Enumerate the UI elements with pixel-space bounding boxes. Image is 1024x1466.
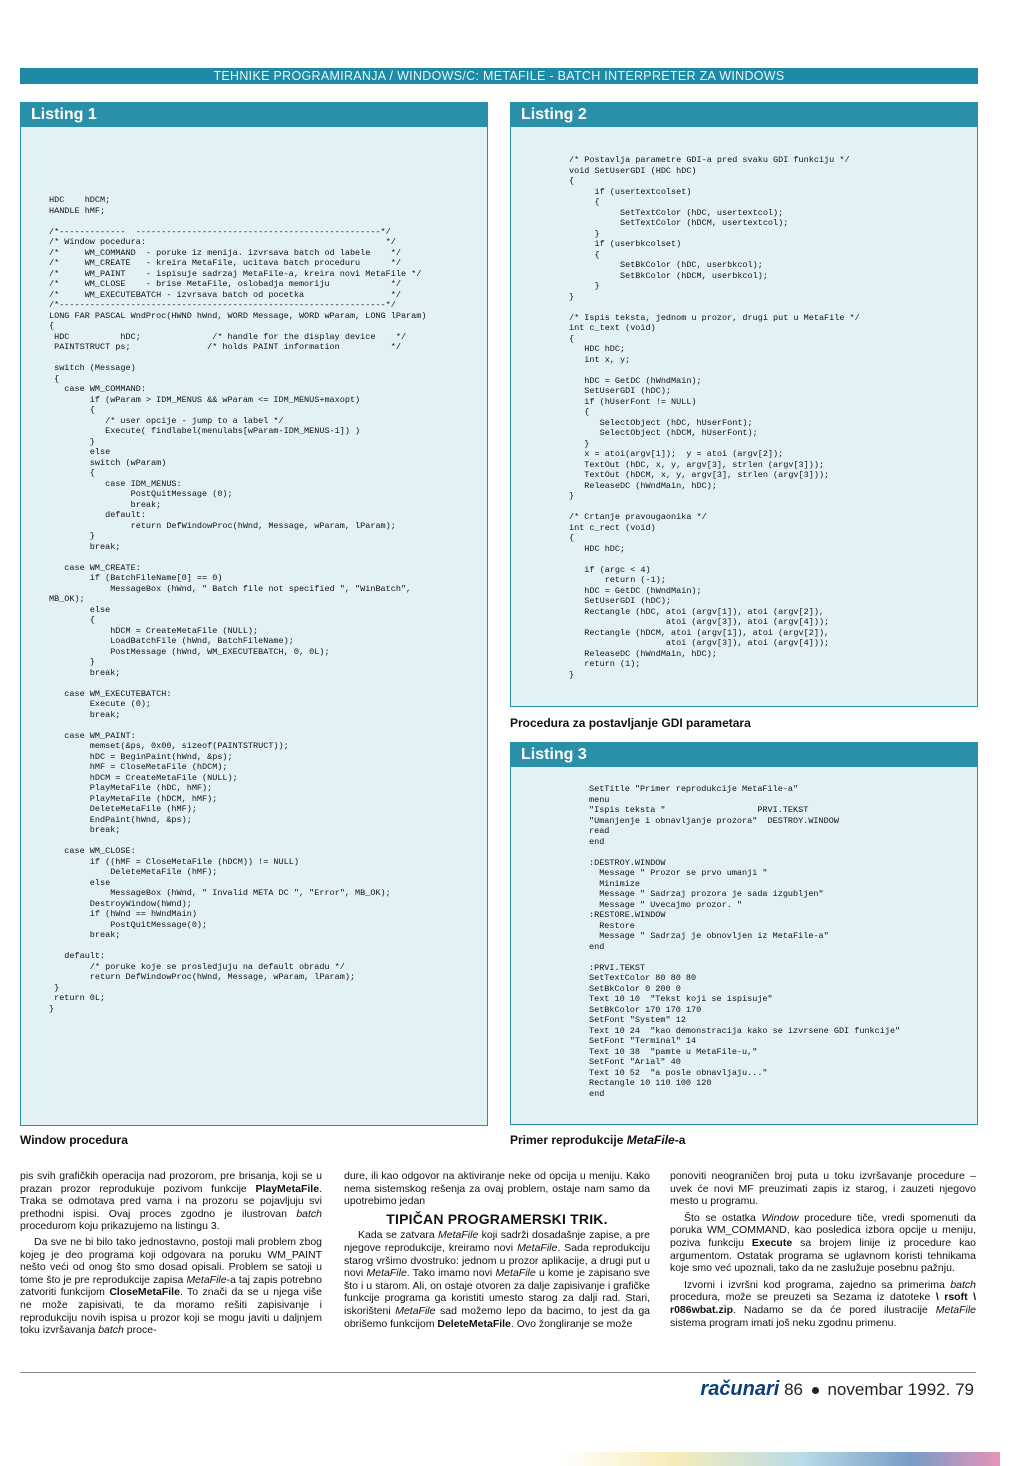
listing-2-code: /* Postavlja parametre GDI-a pred svaku GDI funkciju */ void SetUserGDI (HDC hDC) { if (usertextcolset) { SetTextColor (hDC, usertextcol); SetTextColor (hDCM, usertextcol); } if (userbkcolset) { SetBkColor (hDC, userbkcol); SetBkColor (hDCM, userbkcol); } } /* Ispis teksta, jednom u prozor, drugi put u MetaFile */ int c_text (void) { HDC hDC; int x, y; hDC = GetDC (hWndMain); SetUserGDI (hDC); if (hUserFont != NULL) { SelectObject (hDC, hUserFont); SelectObject (hDCM, hUserFont); } x = atoi(argv[1]); y = atoi (argv[2]); TextOut (hDC, x, y, argv[3], strlen (argv[3])); TextOut (hDCM, x, y, argv[3], strlen (argv[3])); ReleaseDC (hWndMain, hDC); } /* Crtanje pravougaonika */ int c_rect (void) { HDC hDC; if (argc < 4) return (-1); hDC = GetDC (hWndMain); SetUserGDI (hDC); Rectangle (hDC, atoi (argv[1]), atoi (argv[2]), atoi (argv[3]), atoi (argv[4])); Rectangle (hDCM, atoi (argv[1]), atoi (argv[2]), atoi (argv[3]), atoi (argv[4])); ReleaseDC (hWndMain, hDC); return (1); } (569, 155, 860, 680)
listing-3-box (510, 742, 978, 1125)
col2-heading: TIPIČAN PROGRAMERSKI TRIK. (386, 1210, 608, 1227)
listing-1-title: Listing 1 (21, 103, 487, 127)
issue-date: novembar 1992. (827, 1380, 951, 1399)
col1-paragraph-2: Da sve ne bi bilo tako jednostavno, postoji mali problem zbog kojeg je deo programa koji odgovara na poruku WM_PAINT nešto veći od onog što smo dosad opisali. Problem se satoji u tome što je pre reprodukcije zapisa MetaFile-a taj zapis potrebno zatvoriti funkcijom CloseMetaFile. To znači da se u njega više ne može zapisivati, te da moramo rešiti zapisivanje i reprodukciju novih ispisa u prozor koji se mogu javiti u daljnjem toku izvršavanja batch proce- (20, 1235, 322, 1337)
listing-3-code: SetTitle "Primer reprodukcije MetaFile-a" menu "Ispis teksta " PRVI.TEKST "Umanjenje i obnavljanje prozora" DESTROY.WINDOW read end :DESTROY.WINDOW Message " Prozor se prvo umanji " Minimize Message " Sadrzaj prozora je sada izgubljen" Message " Uvecajmo prozor. " :RESTORE.WINDOW Restore Message " Sadrzaj je obnovljen iz MetaFile-a" end :PRVI.TEKST SetTextColor 80 80 80 SetBkColor 0 200 0 Text 10 10 "Tekst koji se ispisuje" SetBkColor 170 170 170 SetFont "System" 12 Text 10 24 "kao demonstracija kako se izvrsene GDI funkcije" SetFont "Terminal" 14 Text 10 38 "pamte u MetaFile-u," SetFont "Arial" 40 Text 10 52 "a posle obnavljaju..." Rectangle 10 110 100 120 end (589, 784, 901, 1099)
footer-rule (20, 1372, 976, 1373)
col3-paragraph-1: ponoviti neograničen broj puta u toku izvršavanje procedure – uvek će novi MF preuzimati zapis iz starog, i zauzeti njegovo mesto u programu. (670, 1170, 976, 1208)
col3-paragraph-3: Izvorni i izvršni kod programa, zajedno sa primerima batch procedura, može se preuzeti sa Sezama iz datoteke \ rsoft \ r086wbat.zip. Nadamo se da će pored ilustracije MetaFile sistema program imati još neku zgodnu primenu. (670, 1278, 976, 1329)
issue-number: 86 (784, 1380, 803, 1399)
listing-3-caption-pre: Primer reprodukcije (510, 1133, 627, 1147)
col2-paragraph-2: Kada se zatvara MetaFile koji sadrži dosadašnje zapise, a pre njegove reprodukcije, kreiramo novi MetaFile. Sada reprodukciju starog vršimo dvostruko: jednom u prozor aplikacije, a drugi put u novi MetaFile. Tako imamo novi MetaFile u kome je zapisano sve što i u starom. Ali, on ostaje otvoren za dalje zapisivanje i grafičke funkcije programa ga koristiti umesto starog za dalji rad. Stari, iskorišteni MetaFile sad možemo lepo da bacimo, to jest da ga obrišemo funkcijom DeleteMetaFile. Ovo žongliranje se može (344, 1229, 650, 1330)
bullet-icon (812, 1387, 819, 1394)
article-column-3 (670, 1170, 976, 1370)
col2-paragraph-1: dure, ili kao odgovor na aktiviranje neke od opcija u meniju. Kako nema sistemskog rešenja za ovaj problem, ostaje nam samo da upotrebimo jedan (344, 1170, 650, 1208)
listing-3-caption (510, 1133, 685, 1147)
article-column-2 (344, 1170, 650, 1370)
listing-2-caption: Procedura za postavljanje GDI parametara (510, 716, 751, 730)
listing-1-caption: Window procedura (20, 1133, 128, 1147)
col1-paragraph-1: pis svih grafičkih operacija nad prozorom, pre brisanja, koji se u prazan prozor reprodukuje pozivom funkcije PlayMetaFile. Traka se odmotava pred vama i na prozoru se pojavljuju svi prethodni ispisi. Ovaj proces zgodno je ilustrovan batch procedurom koju prikazujemo na listingu 3. (20, 1170, 322, 1233)
page-footer (700, 1378, 974, 1401)
page-number: 79 (955, 1380, 974, 1399)
listing-1-code: HDC hDCM; HANDLE hMF; /*------------- ------------------------------------------------*/ /* Window pocedura: */ /* WM_COMMAND - poruke iz menija. izvrsava batch od labele */ /* WM_CREATE - kreira MetaFile, ucitava batch proceduru */ /* WM_PAINT - ispisuje sadrzaj MetaFile-a, kreira novi MetaFile */ /* WM_CLOSE - brise MetaFile, oslobadja memoriju */ /* WM_EXECUTEBATCH - izvrsava batch od pocetka */ /*----------------------------------------------------------------*/ LONG FAR PASCAL WndProc(HWND hWnd, WORD Message, WORD wParam, LONG lParam) { HDC hDC; /* handle for the display device */ PAINTSTRUCT ps; /* holds PAINT information */ switch (Message) { case WM_COMMAND: if (wParam > IDM_MENUS && wParam <= IDM_MENUS+maxopt) { /* user opcije - jump to a label */ Execute( findlabel(menulabs[wParam-IDM_MENUS-1]) ) } else switch (wParam) { case IDM_MENUS: PostQuitMessage (0); break; default: return DefWindowProc(hWnd, Message, wParam, lParam); } break; case WM_CREATE: if (BatchFileName[0] == 0) MessageBox (hWnd, " Batch file not specified ", "WinBatch", MB_OK); else { hDCM = CreateMetaFile (NULL); LoadBatchFile (hWnd, BatchFileName); PostMessage (hWnd, WM_EXECUTEBATCH, 0, 0L); } break; case WM_EXECUTEBATCH: Execute (0); break; case WM_PAINT: memset(&ps, 0x00, sizeof(PAINTSTRUCT)); hDC = BeginPaint(hWnd, &ps); hMF = CloseMetaFile (hDCM); hDCM = CreateMetaFile (NULL); PlayMetaFile (hDC, hMF); PlayMetaFile (hDCM, hMF); DeleteMetaFile (hMF); EndPaint(hWnd, &ps); break; case WM_CLOSE: if ((hMF = CloseMetaFile (hDCM)) != NULL) DeleteMetaFile (hMF); else MessageBox (hWnd, " Invalid META DC ", "Error", MB_OK); DestroyWindow(hWnd); if (hWnd == hWndMain) PostQuitMessage(0); break; default: /* poruke koje se prosledjuju na default obradu */ return DefWindowProc(hWnd, Message, wParam, lParam); } return 0L; } (49, 195, 427, 1014)
listing-3-caption-em: MetaFile (626, 1133, 675, 1147)
page-header: TEHNIKE PROGRAMIRANJA / WINDOWS/C: METAFILE - BATCH INTERPRETER ZA WINDOWS (20, 68, 978, 84)
listing-1-box (20, 102, 488, 1126)
listing-3-title: Listing 3 (511, 743, 977, 767)
listing-2-title: Listing 2 (511, 103, 977, 127)
bottom-decorative-strip (560, 1452, 1000, 1466)
listing-3-caption-post: -a (674, 1133, 686, 1147)
col3-paragraph-2: Što se ostatka Window procedure tiče, vredi spomenuti da poruka WM_COMMAND, kao posledica izbora opcije u meniju, poziva funkciju Execute sa brojem linije iz procedure kao argumentom. Ostatak programa se uglavnom koristi tehnikama koje smo već upoznali, tako da ne zaslužuje posebnu pažnju. (670, 1211, 976, 1275)
listing-2-box (510, 102, 978, 707)
article-column-1 (20, 1170, 322, 1370)
magazine-name: računari (700, 1378, 780, 1400)
